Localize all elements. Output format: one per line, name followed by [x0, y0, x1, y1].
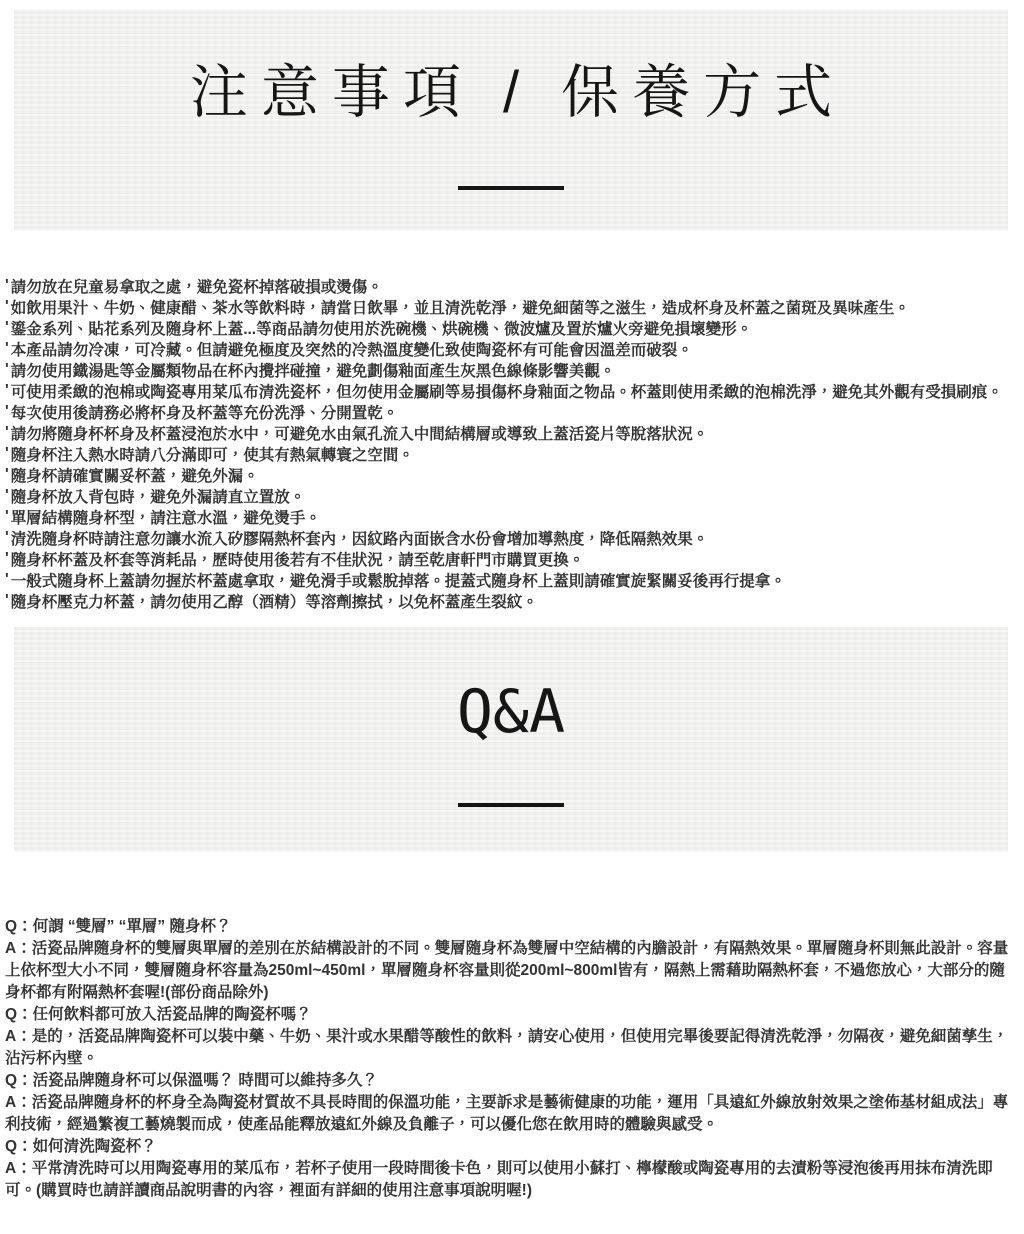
qa-answer-label: A：: [5, 1094, 32, 1111]
note-bullet-mark: ': [5, 403, 9, 420]
qa-answer: [5, 938, 1010, 1004]
qa-answer-text: 是的，活瓷品牌陶瓷杯可以裝中藥、牛奶、果汁或水果醋等酸性的飲料，請安心使用，但使用完畢後要記得清洗乾淨，勿隔夜，避免細菌孳生，沾污杯內壁。: [5, 1028, 1009, 1067]
qa-answer: [5, 1026, 1010, 1070]
qa-answer: [5, 1158, 1010, 1202]
care-note-text: 清洗隨身杯時請注意勿讓水流入矽膠隔熱杯套內，因紋路內面嵌含水份會增加導熱度，降低隔熱效果。: [10, 531, 709, 548]
qa-question-label: Q：: [5, 1138, 33, 1155]
note-bullet-mark: ': [5, 550, 9, 567]
care-note-text: 請勿使用鐵湯匙等金屬類物品在杯內攪拌碰撞，避免劃傷釉面產生灰黑色線條影響美觀。: [10, 363, 616, 380]
qa-question-label: Q：: [5, 1072, 33, 1089]
note-bullet-mark: ': [5, 319, 9, 336]
care-note-text: 隨身杯請確實關妥杯蓋，避免外漏。: [10, 468, 259, 485]
care-note-text: 隨身杯壓克力杯蓋，請勿使用乙醇（酒精）等溶劑擦拭，以免杯蓋產生裂紋。: [10, 594, 538, 611]
note-bullet-mark: ': [5, 592, 9, 609]
care-note-item: [5, 508, 1010, 529]
care-note-item: [5, 319, 1010, 340]
care-note-item: [5, 424, 1010, 445]
care-note-item: [5, 403, 1010, 424]
qa-content: [0, 916, 1024, 1202]
care-note-item: [5, 529, 1010, 550]
note-bullet-mark: ': [5, 508, 9, 525]
care-note-item: [5, 361, 1010, 382]
qa-question: [5, 1136, 1010, 1158]
care-note-text: 鎏金系列、貼花系列及隨身杯上蓋...等商品請勿使用於洗碗機、烘碗機、微波爐及置於爐火旁避免損壞變形。: [10, 321, 753, 338]
care-note-text: 可使用柔緻的泡棉或陶瓷專用菜瓜布清洗瓷杯，但勿使用金屬刷等易損傷杯身釉面之物品。杯蓋則使用柔緻的泡棉洗淨，避免其外觀有受損刷痕。: [10, 384, 1003, 401]
qa-question-text: 何謂 “雙層” “單層” 隨身杯？: [32, 918, 232, 935]
qa-banner: [14, 627, 1008, 852]
note-bullet-mark: ': [5, 340, 9, 357]
note-bullet-mark: ': [5, 487, 9, 504]
care-note-item: [5, 298, 1010, 319]
note-bullet-mark: ': [5, 382, 9, 399]
qa-question-text: 任何飲料都可放入活瓷品牌的陶瓷杯嗎？: [32, 1006, 312, 1023]
notice-care-title: 注意事項 / 保養方式: [189, 60, 846, 125]
care-note-text: 隨身杯杯蓋及杯套等消耗品，歷時使用後若有不佳狀況，請至乾唐軒門市購買更換。: [10, 552, 585, 569]
note-bullet-mark: ': [5, 277, 9, 294]
qa-question-text: 如何清洗陶瓷杯？: [32, 1138, 157, 1155]
qa-question: [5, 916, 1010, 938]
qa-question: [5, 1070, 1010, 1092]
note-bullet-mark: ': [5, 361, 9, 378]
notice-care-banner: [14, 9, 1008, 231]
qa-title: Q&A: [456, 677, 566, 747]
care-note-text: 一般式隨身杯上蓋請勿握於杯蓋處拿取，避免滑手或鬆脫掉落。提蓋式隨身杯上蓋則請確實旋緊關妥後再行提拿。: [10, 573, 786, 590]
note-bullet-mark: ': [5, 424, 9, 441]
qa-answer-label: A：: [5, 1160, 32, 1177]
qa-answer-label: A：: [5, 1028, 32, 1045]
care-note-item: [5, 487, 1010, 508]
care-note-text: 如飲用果汁、牛奶、健康醋、茶水等飲料時，請當日飲畢，並且清洗乾淨，避免細菌等之滋生，造成杯身及杯蓋之菌斑及異味產生。: [10, 300, 910, 317]
note-bullet-mark: ': [5, 298, 9, 315]
note-bullet-mark: ': [5, 466, 9, 483]
care-note-item: [5, 445, 1010, 466]
care-note-item: [5, 277, 1010, 298]
care-note-text: 每次使用後請務必將杯身及杯蓋等充份洗淨、分開置乾。: [10, 405, 399, 422]
care-note-item: [5, 550, 1010, 571]
care-note-item: [5, 382, 1010, 403]
qa-answer: [5, 1092, 1010, 1136]
note-bullet-mark: ': [5, 571, 9, 588]
qa-question-label: Q：: [5, 918, 33, 935]
care-note-item: [5, 466, 1010, 487]
qa-answer-text: 平常清洗時可以用陶瓷專用的菜瓜布，若杯子使用一段時間後卡色，則可以使用小蘇打、檸檬酸或陶瓷專用的去漬粉等浸泡後再用抹布清洗即可。(購買時也請詳讀商品說明書的內容，裡面有詳細的使用注意事項說明喔!): [5, 1160, 993, 1199]
qa-question: [5, 1004, 1010, 1026]
qa-answer-text: 活瓷品牌隨身杯的杯身全為陶瓷材質故不具長時間的保溫功能，主要訴求是藝術健康的功能，運用「具遠紅外線放射效果之塗佈基材組成法」專利技術，經過繁複工藝燒製而成，使產品能釋放遠紅外線及負離子，可以優化您在飲用時的體驗與感受。: [5, 1094, 1009, 1133]
qa-answer-label: A：: [5, 940, 32, 957]
note-bullet-mark: ': [5, 529, 9, 546]
care-note-item: [5, 592, 1010, 613]
notice-title-divider: [458, 186, 564, 190]
care-note-item: [5, 571, 1010, 592]
care-note-text: 單層結構隨身杯型，請注意水溫，避免燙手。: [10, 510, 321, 527]
qa-question-label: Q：: [5, 1006, 33, 1023]
care-note-text: 請勿放在兒童易拿取之處，避免瓷杯掉落破損或燙傷。: [10, 279, 383, 296]
care-note-text: 隨身杯注入熱水時請八分滿即可，使其有熱氣轉寰之空間。: [10, 447, 414, 464]
note-bullet-mark: ': [5, 445, 9, 462]
qa-title-divider: [458, 803, 564, 807]
care-notes-list: [0, 277, 1024, 613]
qa-question-text: 活瓷品牌隨身杯可以保溫嗎？ 時間可以維持多久？: [32, 1072, 378, 1089]
care-note-item: [5, 340, 1010, 361]
care-note-text: 隨身杯放入背包時，避免外漏請直立置放。: [10, 489, 306, 506]
qa-answer-text: 活瓷品牌隨身杯的雙層與單層的差別在於結構設計的不同。雙層隨身杯為雙層中空結構的內膽設計，有隔熱效果。單層隨身杯則無此設計。容量上依杯型大小不同，雙層隨身杯容量為250ml~450ml，單層隨身杯容量則從200ml~800ml皆有，隔熱上需藉助隔熱杯套，不過您放心，大部分的隨身杯都有附隔熱杯套喔!(部份商品除外): [5, 940, 1009, 1001]
care-note-text: 本產品請勿冷凍，可冷藏。但請避免極度及突然的冷熱溫度變化致使陶瓷杯有可能會因溫差而破裂。: [10, 342, 693, 359]
care-note-text: 請勿將隨身杯杯身及杯蓋浸泡於水中，可避免水由氣孔流入中間結構層或導致上蓋活瓷片等脫落狀況。: [10, 426, 709, 443]
